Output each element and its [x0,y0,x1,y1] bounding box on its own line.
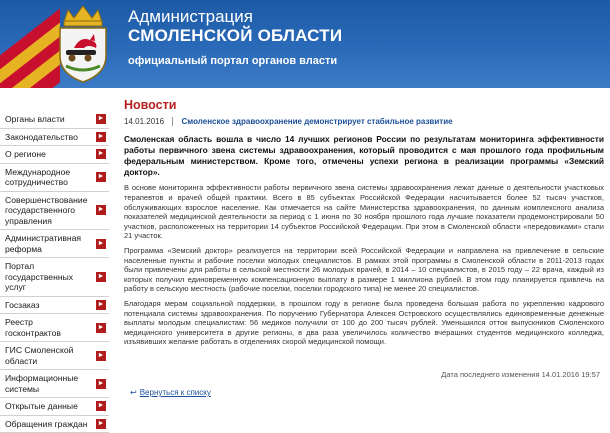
sidebar-item-label: Обращения граждан [5,419,88,429]
sidebar-item-label: Административная реформа [5,233,81,254]
sidebar-item-label: Портал государственных услуг [5,261,73,292]
article-paragraph-2: Программа «Земский доктор» реализуется на территории всей Российской Федерации и направлена на привлечение в сельские населенные пункты и рабочие поселки молодых специалистов. В рамках этой программы в Смоленской области в 2011-2013 годах были привлечены для работы в сельской местности 26 молодых врачей, в 2014 – 10 специалистов, в 2015 году – 22 врача, каждый из которых получил единовременную компенсационную выплату в размере 1 миллиона рублей. В этом году планируется привлечь на работу в сельскую местность (рабочие поселки, поселки городского типа) не менее 20 специалистов. [124,246,604,294]
chevron-right-icon: ► [96,323,106,333]
chevron-right-icon: ► [96,149,106,159]
sidebar-item-goszakaz[interactable] [0,297,109,315]
sidebar-item-admin-reforma[interactable] [0,230,109,258]
sidebar-item-reestr[interactable] [0,314,109,342]
sidebar-item-label: Международное сотрудничество [5,167,70,188]
chevron-right-icon: ► [96,172,106,182]
sidebar-item-sovershenstvovanie[interactable] [0,192,109,231]
article-paragraph-3: Благодаря мерам социальной поддержки, в прошлом году в регионе была проведена большая работа по укреплению кадрового потенциала системы здравоохранения. По поручению Губернатора Алексея Островского осуществлялись единовременные денежные выплаты молодым специалистам: 56 медиков получили от 100 до 200 тысяч рублей. Уменьшился отток выпускников Смоленского медицинского университета в другие регионы, в два раза увеличилось количество вчерашних студентов медицинского колледжа, изъявивших желание работать в отделениях скорой медицинской помощи. [124,299,604,347]
article-headline: Смоленское здравоохранение демонстрирует стабильное развитие [182,117,453,126]
coat-of-arms-icon[interactable] [50,2,116,86]
chevron-right-icon: ► [96,114,106,124]
back-link-label: Вернуться к списку [140,388,211,397]
chevron-right-icon: ► [96,401,106,411]
sidebar-item-otkrytye-dannye[interactable] [0,398,109,416]
sidebar-item-organy-vlasti[interactable] [0,111,109,129]
sidebar-item-mezhdunarodnoe[interactable] [0,164,109,192]
chevron-right-icon: ► [96,419,106,429]
chevron-right-icon: ► [96,132,106,142]
site-header [0,0,610,88]
article-paragraph-1: В основе мониторинга эффективности работы первичного звена системы здравоохранения лежат данные о деятельности участковых терапевтов и врачей общей практики. Всего в 85 субъектах Российской Федерации насчитывается более 52 тысяч участков, обслуживающих взрослое население. Как отмечается на сайте Министерства здравоохранения, по данным комплексного анализа показателей медицинской деятельности за период с 1 июня по 30 ноября прошлого года лучшие показатели продемонстрировали 50 участков, расположенных на территории 14 субъектов Российской Федерации. При этом в Смоленской области «передовиками» стали 21 участок. [124,183,604,241]
sidebar-nav [0,111,109,433]
site-title-line2: СМОЛЕНСКОЙ ОБЛАСТИ [128,26,342,46]
sidebar-item-obrashcheniya[interactable] [0,416,109,433]
chevron-right-icon: ► [96,205,106,215]
sidebar-item-label: О регионе [5,149,46,159]
news-article [124,98,604,347]
sidebar-item-portal-uslug[interactable] [0,258,109,297]
chevron-right-icon: ► [96,272,106,282]
sidebar-item-o-regione[interactable] [0,146,109,164]
sidebar-item-info-sistemy[interactable] [0,370,109,398]
article-date: 14.01.2016 [124,117,164,126]
sidebar-item-label: Информационные системы [5,373,78,394]
sidebar-item-label: Реестр госконтрактов [5,317,61,338]
sidebar-item-label: Органы власти [5,114,65,124]
chevron-right-icon: ► [96,300,106,310]
sidebar-item-label: Госзаказ [5,300,39,310]
sidebar-item-zakonodatelstvo[interactable] [0,129,109,147]
sidebar-item-label: Законодательство [5,132,78,142]
article-meta [124,117,604,126]
chevron-right-icon: ► [96,379,106,389]
sidebar-item-label: Совершенствование государственного управления [5,195,88,226]
page-title: Новости [124,98,604,112]
site-title-line1: Администрация [128,7,253,27]
back-arrow-icon: ↩ [130,388,137,397]
sidebar-item-label: ГИС Смоленской области [5,345,73,366]
site-subtitle: официальный портал органов власти [128,55,337,67]
sidebar-item-gis[interactable] [0,342,109,370]
chevron-right-icon: ► [96,351,106,361]
back-to-list-link[interactable] [130,388,211,397]
sidebar-item-label: Открытые данные [5,401,78,411]
article-lead: Смоленская область вошла в число 14 лучших регионов России по результатам мониторинга эффективности работы первичного звена системы здравоохранения, который проводится с мая прошлого года профильным федеральным министерством. Кроме того, отмечены успехи региона в реализации программы «Земский доктор». [124,134,604,178]
chevron-right-icon: ► [96,239,106,249]
divider [172,117,173,126]
last-updated: Дата последнего изменения 14.01.2016 19:57 [441,370,600,379]
